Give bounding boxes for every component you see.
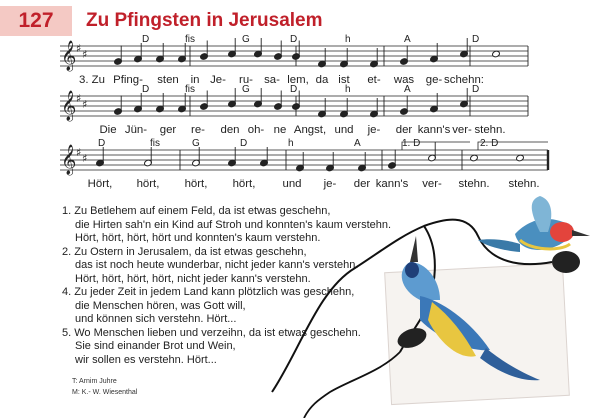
lyric-syllable: Angst, (293, 124, 327, 136)
lyric-syllable: sten (157, 74, 179, 86)
verse-line: Hört, hört, hört, hört, nicht jeder kann's verstehn. (75, 272, 311, 285)
chord-symbol: D (472, 34, 480, 45)
lyric-syllable: ge- (425, 74, 443, 86)
lyric-syllable: hört, (232, 178, 256, 190)
verse-line: wir sollen es verstehn. Hört... (75, 353, 217, 366)
chord-symbol: h (345, 34, 351, 45)
treble-clef: 𝄞 (61, 145, 77, 175)
chord-symbol: D (290, 84, 298, 95)
chord-symbol: D (142, 84, 150, 95)
verse-line: Sie sind einander Brot und Wein, (75, 340, 236, 352)
chord-symbol: G (242, 34, 250, 45)
chord-symbol: D (142, 34, 150, 45)
chord-symbol: fis (185, 84, 195, 95)
lyric-syllable: lem, (287, 74, 309, 86)
sharp-sign: ♯ (82, 152, 88, 165)
lyric-syllable: ver- (422, 178, 442, 190)
verse-line: Hört, hört, hört, hört und konnten's kaum verstehn. (75, 232, 321, 244)
lyric-syllable: ver- (452, 124, 472, 136)
verse-line: die Menschen hören, was Gott will, (75, 299, 246, 312)
bird-flying (478, 196, 590, 252)
sharp-sign: ♯ (76, 146, 82, 159)
lyric-syllable: hört, (184, 178, 208, 190)
lyric-syllable: ru- (239, 74, 253, 86)
lyric-syllable: stehn. (458, 178, 490, 190)
lyric-syllable: stehn. (508, 178, 540, 190)
earphone-cable-3 (304, 352, 400, 418)
lyric-syllable: Hört, (87, 178, 113, 190)
lyric-syllable: re- (191, 124, 205, 136)
chord-symbol: D (98, 138, 106, 149)
chord-symbol: A (404, 84, 411, 95)
sharp-sign: ♯ (76, 42, 82, 55)
sharp-sign: ♯ (82, 98, 88, 111)
lyric-syllable: der (353, 178, 371, 190)
verse-line: 4. Zu jeder Zeit in jedem Land kann plötzlich was geschehn, (62, 286, 355, 298)
lyric-syllable: der (395, 124, 413, 136)
composer-credit: M: K.- W. Wiesenthal (72, 389, 138, 396)
lyric-syllable: und (282, 178, 302, 190)
lyric-syllable: 3. Zu (79, 74, 105, 86)
lyric-syllable: je- (367, 124, 381, 136)
lyric-syllable: ger (159, 124, 177, 136)
verse-line: 1. Zu Betlehem auf einem Feld, da ist etwas geschehn, (62, 205, 331, 217)
verse-line: und können sich verstehn. Hört... (75, 313, 237, 325)
lyric-syllable: oh- (247, 124, 265, 136)
lyric-syllable: ne (273, 124, 287, 136)
lyric-syllable: stehn. (474, 124, 506, 136)
earbud-right (552, 251, 580, 273)
chord-symbol: D (240, 138, 248, 149)
sharp-sign: ♯ (82, 48, 88, 61)
lyric-syllable: Jün- (124, 124, 148, 136)
verse-line: das ist noch heute wunderbar, nicht jeder kann's verstehn. (75, 259, 359, 271)
lyric-syllable: je- (323, 178, 337, 190)
lyric-syllable: sa- (264, 74, 280, 86)
verse-line: die Hirten sah'n ein Kind auf Stroh und konnten's kaum verstehn. (75, 218, 392, 231)
lyric-syllable: ist (338, 74, 350, 86)
lyric-syllable: und (334, 124, 354, 136)
page-number: 127 (0, 6, 72, 36)
lyric-syllable: Die (99, 124, 117, 136)
lyric-syllable: et- (367, 74, 381, 86)
chord-symbol: h (288, 138, 294, 149)
chord-symbol: A (404, 34, 411, 45)
chord-symbol: G (192, 138, 200, 149)
sharp-sign: ♯ (76, 92, 82, 105)
chord-symbol: h (345, 84, 351, 95)
song-title: Zu Pfingsten in Jerusalem (86, 10, 323, 31)
lyric-syllable: kann's (375, 178, 409, 190)
treble-clef: 𝄞 (61, 91, 77, 121)
verse-line: 2. Zu Ostern in Jerusalem, da ist etwas geschehn, (62, 245, 307, 258)
lyric-syllable: was (393, 74, 415, 86)
lyric-syllable: den (220, 124, 240, 136)
lyric-syllable: Je- (210, 74, 226, 86)
lyric-syllable: Pfing- (113, 74, 143, 86)
lyric-syllable: da (315, 74, 329, 86)
chord-symbol: fis (150, 138, 160, 149)
chord-symbol: A (354, 138, 361, 149)
chord-symbol: D (290, 34, 298, 45)
lyric-syllable: schehn: (444, 74, 484, 86)
lyric-syllable: hört, (136, 178, 160, 190)
lyricist-credit: T: Arnim Juhre (72, 378, 117, 385)
verse-line: 5. Wo Menschen lieben und verzeihn, da ist etwas geschehn. (62, 326, 361, 339)
lyric-syllable: in (190, 74, 200, 86)
chord-symbol: fis (185, 34, 195, 45)
chord-symbol: G (242, 84, 250, 95)
lyric-syllable: kann's (417, 124, 451, 136)
treble-clef: 𝄞 (61, 41, 77, 71)
chord-symbol: D (472, 84, 480, 95)
chord-symbol: 2. D (480, 138, 499, 149)
chord-symbol: 1. D (402, 138, 421, 149)
